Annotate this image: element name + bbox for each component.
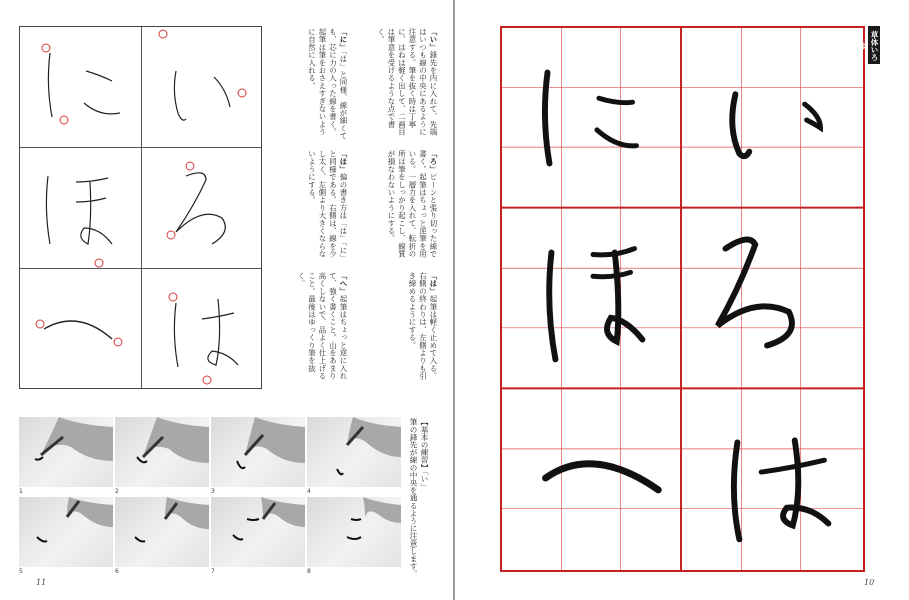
page-fold <box>453 0 455 600</box>
photo-number: 7 <box>211 568 215 575</box>
note-i: 「い」鋒先を内に入れて、先端はいつも線の中央にあるように注意する。筆を抜く時は丁寧に、はねは軽く出して、二画目は筆意を受けるような点で書く。 <box>376 28 438 136</box>
note-ro: 「ろ」ピーンと張り切った線で書く。起筆はちょっと逆筆を用いる。一層力を入れて、転折の所は筆をしっかり起こし、線質が損なわないようにする。 <box>387 150 438 258</box>
page-title-tab: 草体いろは <box>868 26 880 64</box>
guide-char-ho <box>20 148 141 268</box>
model-character-grid <box>500 26 865 572</box>
photo-number: 5 <box>19 568 23 575</box>
model-brush-characters <box>502 28 863 570</box>
page-number-right: 10 <box>864 578 875 587</box>
note-ho: 「ほ」偏の書き方は「は」「に」と同様である。右側は、線を少し太く、左側より大きくならないようにする。 <box>307 150 348 262</box>
right-page <box>456 0 909 600</box>
practice-photo <box>19 417 113 487</box>
page-number-left: 11 <box>36 578 47 587</box>
practice-photo <box>115 417 209 487</box>
practice-photo-strip <box>19 417 404 575</box>
guide-character-grid <box>19 26 262 389</box>
practice-photo <box>211 417 305 487</box>
practice-photo <box>307 417 401 487</box>
guide-char-he <box>20 269 141 389</box>
note-ha: 「は」起筆は軽く止めて入る。右側の終わりは、左側よりも引き締めるようにする。 <box>408 272 438 380</box>
photo-number: 4 <box>307 488 311 495</box>
practice-photo <box>307 497 401 567</box>
photo-number: 1 <box>19 488 23 495</box>
guide-char-ni <box>20 27 141 147</box>
note-ni: 「に」「は」と同様、線が細くても、芯に力の入った線を書く。起筆は筆をおさえすぎないように自然に入れる。 <box>307 28 348 140</box>
photo-number: 3 <box>211 488 215 495</box>
guide-char-ha <box>142 269 263 389</box>
photo-number: 8 <box>307 568 311 575</box>
note-he: 「へ」起筆はちょっと逆に入れて、強く書くこと。山をあまり高くしないで、品よく仕上げること。最後はゆっくり筆を抜く。 <box>297 272 348 380</box>
practice-photo <box>115 497 209 567</box>
photo-number: 6 <box>115 568 119 575</box>
guide-char-i <box>142 27 263 147</box>
left-page <box>0 0 453 600</box>
practice-photo <box>211 497 305 567</box>
basic-practice-caption: 【基本の練習】「い」 筆の鋒先が線の中央を通るように注意します。 <box>409 418 429 578</box>
guide-char-ro <box>142 148 263 268</box>
photo-number: 2 <box>115 488 119 495</box>
practice-photo <box>19 497 113 567</box>
